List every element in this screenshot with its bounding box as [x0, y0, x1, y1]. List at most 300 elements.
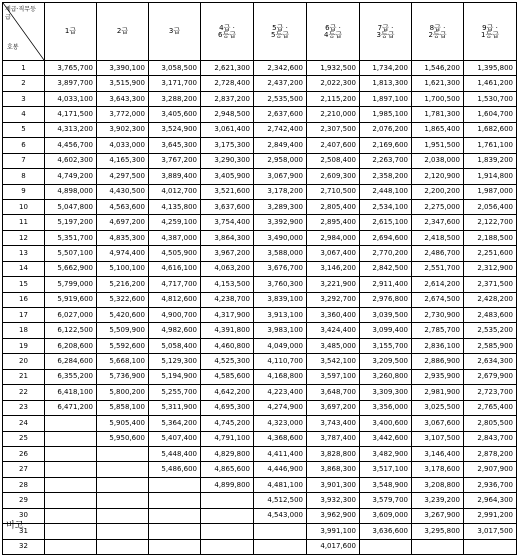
column-header-line: 3급 [168, 27, 181, 35]
column-header [45, 3, 97, 61]
step-cell: 12 [3, 230, 45, 245]
salary-cell: 4,481,100 [254, 477, 307, 492]
salary-cell: 3,267,900 [412, 508, 464, 523]
step-cell: 10 [3, 199, 45, 214]
salary-cell: 5,486,600 [149, 462, 201, 477]
salary-cell: 3,609,000 [360, 508, 412, 523]
salary-cell: 5,736,900 [97, 369, 149, 384]
salary-cell: 3,405,900 [201, 169, 254, 184]
salary-cell: 2,418,500 [412, 230, 464, 245]
salary-table [2, 2, 517, 555]
salary-cell: 4,063,200 [201, 261, 254, 276]
salary-cell [45, 446, 97, 461]
salary-cell [201, 493, 254, 508]
salary-cell [412, 539, 464, 554]
salary-cell: 2,730,900 [412, 308, 464, 323]
salary-cell [97, 493, 149, 508]
salary-table-container [2, 2, 516, 555]
salary-cell: 2,120,900 [412, 169, 464, 184]
salary-cell: 2,842,500 [360, 261, 412, 276]
step-cell: 27 [3, 462, 45, 477]
salary-cell: 3,524,900 [149, 122, 201, 137]
table-row [3, 308, 517, 323]
table-row [3, 477, 517, 492]
salary-cell [201, 539, 254, 554]
salary-cell [45, 416, 97, 431]
salary-cell: 2,076,200 [360, 122, 412, 137]
table-row [3, 400, 517, 415]
salary-cell: 3,288,200 [149, 91, 201, 106]
salary-cell: 1,932,500 [307, 61, 360, 76]
step-cell: 24 [3, 416, 45, 431]
salary-cell: 3,360,400 [307, 308, 360, 323]
column-header-line: 6급 · [325, 23, 341, 32]
table-row [3, 122, 517, 137]
salary-cell: 4,898,000 [45, 184, 97, 199]
corner-top-line1: 계급·직무등 [5, 6, 36, 13]
salary-cell: 3,636,600 [360, 524, 412, 539]
salary-cell: 4,110,700 [254, 354, 307, 369]
step-cell: 17 [3, 308, 45, 323]
salary-cell: 2,958,000 [254, 153, 307, 168]
salary-cell: 3,209,500 [360, 354, 412, 369]
column-header-line: 5급 · [272, 23, 288, 32]
salary-cell: 1,546,200 [412, 61, 464, 76]
salary-cell: 5,919,600 [45, 292, 97, 307]
column-header [254, 3, 307, 61]
salary-cell: 2,710,500 [307, 184, 360, 199]
salary-cell: 6,208,600 [45, 338, 97, 353]
column-header-line: 8급 · [429, 23, 446, 32]
salary-cell: 5,311,900 [149, 400, 201, 415]
salary-cell: 5,100,100 [97, 261, 149, 276]
table-row [3, 338, 517, 353]
step-cell: 31 [3, 524, 45, 539]
salary-cell: 4,317,900 [201, 308, 254, 323]
salary-cell: 2,621,300 [201, 61, 254, 76]
header-row [3, 3, 517, 61]
step-cell: 2 [3, 76, 45, 91]
table-row [3, 91, 517, 106]
salary-cell: 4,829,800 [201, 446, 254, 461]
step-cell: 15 [3, 277, 45, 292]
salary-cell: 1,914,800 [464, 169, 517, 184]
salary-cell: 2,964,300 [464, 493, 517, 508]
salary-cell: 2,371,500 [464, 277, 517, 292]
salary-cell [97, 524, 149, 539]
salary-cell: 2,358,200 [360, 169, 412, 184]
salary-cell: 3,400,600 [360, 416, 412, 431]
column-header-line: 1등급 [481, 30, 499, 39]
salary-cell: 3,901,300 [307, 477, 360, 492]
salary-cell: 3,295,800 [412, 524, 464, 539]
salary-cell: 2,169,600 [360, 138, 412, 153]
salary-cell: 3,356,000 [360, 400, 412, 415]
salary-cell: 2,728,400 [201, 76, 254, 91]
salary-cell: 2,251,600 [464, 246, 517, 261]
salary-cell: 2,911,400 [360, 277, 412, 292]
salary-cell: 5,858,100 [97, 400, 149, 415]
salary-cell: 5,364,200 [149, 416, 201, 431]
salary-cell: 4,835,300 [97, 230, 149, 245]
salary-cell: 2,843,700 [464, 431, 517, 446]
salary-cell: 2,981,900 [412, 385, 464, 400]
salary-cell: 5,129,300 [149, 354, 201, 369]
table-row [3, 292, 517, 307]
table-row [3, 323, 517, 338]
salary-cell: 2,837,200 [201, 91, 254, 106]
salary-cell [149, 508, 201, 523]
salary-cell: 4,525,300 [201, 354, 254, 369]
salary-cell: 1,813,300 [360, 76, 412, 91]
salary-cell: 2,347,600 [412, 215, 464, 230]
salary-cell: 3,787,400 [307, 431, 360, 446]
salary-cell: 4,812,600 [149, 292, 201, 307]
salary-cell: 3,868,300 [307, 462, 360, 477]
salary-cell [149, 477, 201, 492]
salary-cell: 2,200,200 [412, 184, 464, 199]
salary-cell: 1,461,200 [464, 76, 517, 91]
salary-cell [201, 524, 254, 539]
salary-cell: 2,038,000 [412, 153, 464, 168]
table-row [3, 138, 517, 153]
salary-cell: 2,448,100 [360, 184, 412, 199]
salary-cell: 3,760,300 [254, 277, 307, 292]
table-body [3, 61, 517, 555]
salary-cell [97, 462, 149, 477]
salary-cell: 3,171,700 [149, 76, 201, 91]
salary-cell: 2,991,200 [464, 508, 517, 523]
table-row [3, 230, 517, 245]
salary-cell: 5,322,600 [97, 292, 149, 307]
salary-cell: 4,697,200 [97, 215, 149, 230]
salary-cell: 3,146,400 [412, 446, 464, 461]
salary-cell: 2,878,200 [464, 446, 517, 461]
salary-cell: 4,749,200 [45, 169, 97, 184]
salary-cell: 3,548,900 [360, 477, 412, 492]
salary-cell: 2,508,400 [307, 153, 360, 168]
step-cell: 18 [3, 323, 45, 338]
salary-cell: 6,027,000 [45, 308, 97, 323]
salary-cell [149, 539, 201, 554]
salary-cell: 2,210,000 [307, 107, 360, 122]
salary-cell: 5,799,000 [45, 277, 97, 292]
salary-cell: 3,542,100 [307, 354, 360, 369]
salary-cell: 3,517,100 [360, 462, 412, 477]
salary-cell: 3,579,700 [360, 493, 412, 508]
salary-cell: 5,509,900 [97, 323, 149, 338]
salary-cell [45, 493, 97, 508]
salary-cell: 1,951,500 [412, 138, 464, 153]
column-header-line: 4등급 [324, 30, 342, 39]
salary-cell: 4,974,400 [97, 246, 149, 261]
table-row [3, 215, 517, 230]
salary-cell: 3,485,000 [307, 338, 360, 353]
table-row [3, 462, 517, 477]
step-cell: 25 [3, 431, 45, 446]
salary-cell: 1,897,100 [360, 91, 412, 106]
salary-cell: 3,292,700 [307, 292, 360, 307]
salary-cell: 2,312,900 [464, 261, 517, 276]
salary-cell: 3,991,100 [307, 524, 360, 539]
salary-cell: 1,985,100 [360, 107, 412, 122]
salary-cell: 4,411,400 [254, 446, 307, 461]
salary-cell: 2,483,600 [464, 308, 517, 323]
salary-cell: 4,297,500 [97, 169, 149, 184]
salary-cell: 4,543,000 [254, 508, 307, 523]
salary-cell: 3,637,600 [201, 199, 254, 214]
salary-cell: 2,723,700 [464, 385, 517, 400]
column-header-line: 4급 · [219, 23, 235, 32]
salary-cell: 2,122,700 [464, 215, 517, 230]
salary-cell: 2,342,600 [254, 61, 307, 76]
table-row [3, 277, 517, 292]
table-row [3, 199, 517, 214]
salary-cell: 3,767,200 [149, 153, 201, 168]
column-header-line: 5등급 [271, 30, 289, 39]
salary-cell: 3,025,500 [412, 400, 464, 415]
salary-cell: 2,836,100 [412, 338, 464, 353]
salary-cell: 1,734,200 [360, 61, 412, 76]
salary-cell: 3,962,900 [307, 508, 360, 523]
salary-cell: 3,107,500 [412, 431, 464, 446]
column-header [201, 3, 254, 61]
salary-cell: 4,387,000 [149, 230, 201, 245]
step-cell: 26 [3, 446, 45, 461]
table-row [3, 493, 517, 508]
salary-cell: 3,442,600 [360, 431, 412, 446]
salary-cell: 2,936,700 [464, 477, 517, 492]
salary-cell: 2,188,500 [464, 230, 517, 245]
salary-cell: 2,535,200 [464, 323, 517, 338]
salary-cell: 5,507,100 [45, 246, 97, 261]
salary-cell: 5,592,600 [97, 338, 149, 353]
salary-cell: 3,061,400 [201, 122, 254, 137]
salary-cell: 5,662,900 [45, 261, 97, 276]
salary-cell: 6,418,100 [45, 385, 97, 400]
salary-cell: 2,805,400 [307, 199, 360, 214]
salary-cell: 3,017,500 [464, 524, 517, 539]
salary-cell: 5,255,700 [149, 385, 201, 400]
salary-cell: 3,067,900 [254, 169, 307, 184]
table-row [3, 369, 517, 384]
salary-cell: 5,047,800 [45, 199, 97, 214]
salary-cell: 5,668,100 [97, 354, 149, 369]
step-cell: 3 [3, 91, 45, 106]
salary-cell: 4,012,700 [149, 184, 201, 199]
salary-cell: 3,239,200 [412, 493, 464, 508]
salary-cell: 2,935,900 [412, 369, 464, 384]
salary-cell: 4,791,100 [201, 431, 254, 446]
salary-cell: 3,932,300 [307, 493, 360, 508]
salary-cell: 4,165,300 [97, 153, 149, 168]
salary-cell [201, 508, 254, 523]
salary-cell: 3,597,100 [307, 369, 360, 384]
salary-cell: 3,648,700 [307, 385, 360, 400]
salary-cell [45, 524, 97, 539]
table-row [3, 431, 517, 446]
salary-cell [97, 477, 149, 492]
salary-cell: 1,839,200 [464, 153, 517, 168]
column-header [307, 3, 360, 61]
table-row [3, 107, 517, 122]
salary-cell: 3,099,400 [360, 323, 412, 338]
corner-top-line2: 급 [5, 13, 11, 21]
salary-cell: 3,765,700 [45, 61, 97, 76]
salary-cell: 4,460,800 [201, 338, 254, 353]
salary-cell: 4,313,200 [45, 122, 97, 137]
salary-cell: 3,645,300 [149, 138, 201, 153]
salary-cell: 4,585,600 [201, 369, 254, 384]
salary-cell: 2,428,200 [464, 292, 517, 307]
salary-cell: 4,323,000 [254, 416, 307, 431]
step-cell: 29 [3, 493, 45, 508]
salary-cell: 4,642,200 [201, 385, 254, 400]
step-cell: 1 [3, 61, 45, 76]
salary-cell: 2,634,300 [464, 354, 517, 369]
step-cell: 14 [3, 261, 45, 276]
corner-top-label [5, 6, 36, 21]
salary-cell: 3,309,300 [360, 385, 412, 400]
salary-cell: 5,448,400 [149, 446, 201, 461]
salary-cell [464, 539, 517, 554]
salary-cell: 1,987,000 [464, 184, 517, 199]
salary-cell: 2,307,500 [307, 122, 360, 137]
salary-cell: 4,033,000 [97, 138, 149, 153]
table-row [3, 524, 517, 539]
salary-cell [97, 508, 149, 523]
salary-cell: 5,194,900 [149, 369, 201, 384]
salary-cell: 6,284,600 [45, 354, 97, 369]
table-row [3, 508, 517, 523]
salary-cell: 4,456,700 [45, 138, 97, 153]
salary-cell: 3,983,100 [254, 323, 307, 338]
salary-cell: 1,530,700 [464, 91, 517, 106]
step-cell: 9 [3, 184, 45, 199]
column-header [412, 3, 464, 61]
salary-cell: 4,368,600 [254, 431, 307, 446]
table-row [3, 385, 517, 400]
salary-cell: 1,700,500 [412, 91, 464, 106]
salary-cell: 3,482,900 [360, 446, 412, 461]
salary-cell [254, 524, 307, 539]
salary-cell: 4,168,800 [254, 369, 307, 384]
salary-cell: 4,899,800 [201, 477, 254, 492]
salary-cell: 2,535,500 [254, 91, 307, 106]
salary-cell: 2,486,700 [412, 246, 464, 261]
salary-cell: 6,122,500 [45, 323, 97, 338]
salary-cell: 1,395,800 [464, 61, 517, 76]
step-cell: 19 [3, 338, 45, 353]
salary-cell: 4,695,300 [201, 400, 254, 415]
salary-cell: 2,614,200 [412, 277, 464, 292]
step-cell: 21 [3, 369, 45, 384]
salary-cell: 2,976,800 [360, 292, 412, 307]
salary-cell [45, 477, 97, 492]
column-header [360, 3, 412, 61]
salary-cell: 5,351,700 [45, 230, 97, 245]
salary-cell: 4,982,600 [149, 323, 201, 338]
step-cell: 30 [3, 508, 45, 523]
salary-cell: 3,902,300 [97, 122, 149, 137]
salary-cell [149, 524, 201, 539]
column-header-line: 7급 · [377, 23, 394, 32]
salary-cell: 4,512,500 [254, 493, 307, 508]
salary-cell: 1,865,400 [412, 122, 464, 137]
salary-cell: 4,238,700 [201, 292, 254, 307]
salary-cell: 3,175,300 [201, 138, 254, 153]
salary-cell: 4,602,300 [45, 153, 97, 168]
salary-cell: 3,864,300 [201, 230, 254, 245]
salary-cell: 3,289,300 [254, 199, 307, 214]
salary-cell: 4,049,000 [254, 338, 307, 353]
salary-cell: 3,390,100 [97, 61, 149, 76]
column-header-line: 9급 · [482, 23, 498, 32]
salary-cell: 3,067,400 [307, 246, 360, 261]
salary-cell: 2,615,100 [360, 215, 412, 230]
salary-cell: 3,515,900 [97, 76, 149, 91]
column-header-line: 6등급 [218, 30, 236, 39]
salary-cell: 5,905,400 [97, 416, 149, 431]
column-header-line: 3등급 [376, 30, 395, 39]
salary-cell: 2,022,300 [307, 76, 360, 91]
salary-cell: 3,067,600 [412, 416, 464, 431]
salary-cell: 1,781,300 [412, 107, 464, 122]
corner-bottom-label: 호봉 [7, 44, 19, 51]
salary-cell: 3,424,400 [307, 323, 360, 338]
salary-cell: 4,017,600 [307, 539, 360, 554]
salary-cell: 5,197,200 [45, 215, 97, 230]
salary-cell: 5,950,600 [97, 431, 149, 446]
salary-cell: 4,745,200 [201, 416, 254, 431]
step-cell: 20 [3, 354, 45, 369]
salary-cell: 3,392,900 [254, 215, 307, 230]
salary-cell: 6,355,200 [45, 369, 97, 384]
salary-cell: 2,770,200 [360, 246, 412, 261]
table-row [3, 446, 517, 461]
salary-cell [97, 539, 149, 554]
salary-cell: 4,717,700 [149, 277, 201, 292]
salary-cell: 2,785,700 [412, 323, 464, 338]
salary-cell: 2,585,900 [464, 338, 517, 353]
salary-cell: 3,178,200 [254, 184, 307, 199]
salary-cell: 3,178,600 [412, 462, 464, 477]
salary-cell: 3,155,700 [360, 338, 412, 353]
table-row [3, 246, 517, 261]
salary-cell [97, 446, 149, 461]
salary-cell: 3,828,800 [307, 446, 360, 461]
table-row [3, 354, 517, 369]
salary-cell [360, 539, 412, 554]
salary-cell: 6,471,200 [45, 400, 97, 415]
salary-cell: 3,058,500 [149, 61, 201, 76]
column-header [149, 3, 201, 61]
salary-cell: 1,761,100 [464, 138, 517, 153]
step-cell: 5 [3, 122, 45, 137]
salary-cell: 5,420,600 [97, 308, 149, 323]
step-cell: 28 [3, 477, 45, 492]
salary-cell: 5,407,400 [149, 431, 201, 446]
table-row [3, 261, 517, 276]
salary-cell: 4,505,900 [149, 246, 201, 261]
salary-cell: 2,694,600 [360, 230, 412, 245]
salary-cell: 3,897,700 [45, 76, 97, 91]
salary-cell: 4,430,500 [97, 184, 149, 199]
salary-cell: 2,849,400 [254, 138, 307, 153]
table-row [3, 539, 517, 554]
salary-cell [254, 539, 307, 554]
column-header-line: 2등급 [428, 30, 447, 39]
